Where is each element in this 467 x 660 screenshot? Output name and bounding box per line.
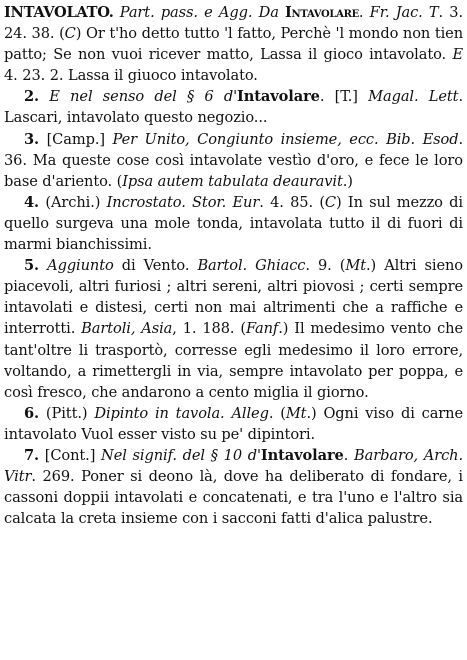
citation-source: C bbox=[324, 193, 336, 211]
text: , 1. 188. ( bbox=[172, 320, 246, 338]
sense-number: 5. bbox=[24, 257, 40, 275]
citation: Magal. Lett bbox=[368, 88, 459, 106]
dictionary-page bbox=[4, 2, 463, 529]
sense-definition: E nel senso del § 6 d' bbox=[39, 88, 238, 106]
citation-source: Fanf bbox=[245, 320, 279, 338]
quotation: .) Ogni viso di carne intavolato Vuol esser visto su pe' dipintori. bbox=[4, 404, 464, 443]
cross-reference: Intavolare bbox=[260, 446, 344, 464]
text: ] bbox=[352, 88, 369, 106]
cross-reference: Intavolare bbox=[285, 4, 359, 21]
text: . bbox=[358, 4, 370, 21]
citation: E bbox=[452, 46, 463, 64]
quotation: ) In sul mezzo di quello surgeva una mole tonda, intavolata tutto il di fuori di marmi bianchissimi. bbox=[4, 193, 463, 254]
sense-label: (Pitt.) bbox=[39, 404, 95, 422]
sense-definition: Incrostato. Stor. Eur bbox=[106, 193, 260, 211]
sense-6 bbox=[4, 403, 463, 445]
sense-5 bbox=[4, 255, 463, 403]
sense-2 bbox=[4, 86, 463, 128]
text: . ( bbox=[268, 404, 286, 422]
sense-number: 7. bbox=[24, 446, 40, 464]
sense-definition: Per Unito, Congiunto insieme, ecc. Bib. Esod bbox=[112, 130, 459, 148]
text: di bbox=[113, 257, 144, 275]
quotation: ) Or t'ho detto tutto 'l fatto, Perchè 'l mondo non tien patto; Se non vuoi ricever matto, Lassa il gioco intavolato. bbox=[4, 25, 463, 64]
citation-source: C bbox=[64, 25, 76, 43]
sense-number: 4. bbox=[24, 193, 40, 211]
tag: T. bbox=[340, 88, 353, 106]
text: . bbox=[343, 446, 354, 464]
citation: Bartoli, Asia bbox=[81, 320, 173, 338]
sense-7 bbox=[4, 445, 463, 529]
citation: Bartol. Ghiacc bbox=[197, 257, 306, 275]
sense-label: (Archi.) bbox=[39, 193, 107, 211]
citation-source: Mt bbox=[285, 404, 307, 422]
text: .) bbox=[342, 172, 353, 190]
sense-definition: Nel signif. del § 10 d' bbox=[101, 446, 261, 464]
text: . 4. 85. ( bbox=[259, 193, 325, 211]
sense-label: [Camp.] bbox=[39, 130, 113, 148]
quotation: 4. 23. 2. Lassa il giuoco intavolato. bbox=[4, 67, 258, 85]
sense-3 bbox=[4, 129, 463, 192]
entry-definition: Part. pass. e Agg. Da bbox=[113, 4, 285, 21]
citation: Fr. Jac. T bbox=[369, 4, 439, 21]
citation: Barbaro, Arch. Vitr bbox=[4, 446, 463, 486]
sense-definition: Aggiunto bbox=[39, 257, 114, 275]
text: . 3. 24. 38. ( bbox=[4, 4, 463, 43]
quotation: .) Altri sieno piacevoli, altri furiosi ; altri sereni, altri piovosi ; certi sempre intavolati e distesi, certi non mai altrimenti che a raffiche e interrotti. bbox=[4, 257, 463, 338]
sense-number: 3. bbox=[24, 130, 40, 148]
sense-word: Vento bbox=[143, 257, 185, 275]
entry-headword bbox=[4, 2, 463, 86]
quotation: .) Il medesimo vento che tant'oltre li trasportò, corresse egli medesimo il loro errore, voltando, a rimettergli in via, sempre intavolato per poppa, e così fresco, che andarono a cento miglia il giorno. bbox=[4, 320, 464, 401]
citation-source: Mt bbox=[345, 257, 366, 275]
cross-reference: Intavolare bbox=[237, 88, 320, 106]
latin-gloss: Ipsa autem tabulata deauravit bbox=[122, 172, 343, 190]
text: . 9. ( bbox=[305, 257, 346, 275]
text: . [ bbox=[319, 88, 341, 106]
sense-label: [Cont.] bbox=[39, 446, 102, 464]
sense-definition: Dipinto in tavola. Alleg bbox=[94, 404, 269, 422]
sense-number: 6. bbox=[24, 404, 40, 422]
sense-number: 2. bbox=[24, 88, 40, 106]
quotation: . 269. Poner si deono là, dove ha deliberato di fondare, i cassoni doppii intavolati e concatenati, e tra l'uno e l'altro sia calcata la creta insieme con i sacconi fatti d'alica palustre. bbox=[4, 468, 463, 528]
headword: INTAVOLATO. bbox=[4, 4, 114, 21]
text: . bbox=[184, 257, 198, 275]
quotation: . 36. Ma queste cose così intavolate vestìo d'oro, e fece le loro base d'ariento. ( bbox=[4, 130, 464, 190]
quotation: . Lascari, intavolato questo negozio... bbox=[4, 88, 463, 127]
sense-4 bbox=[4, 192, 463, 255]
